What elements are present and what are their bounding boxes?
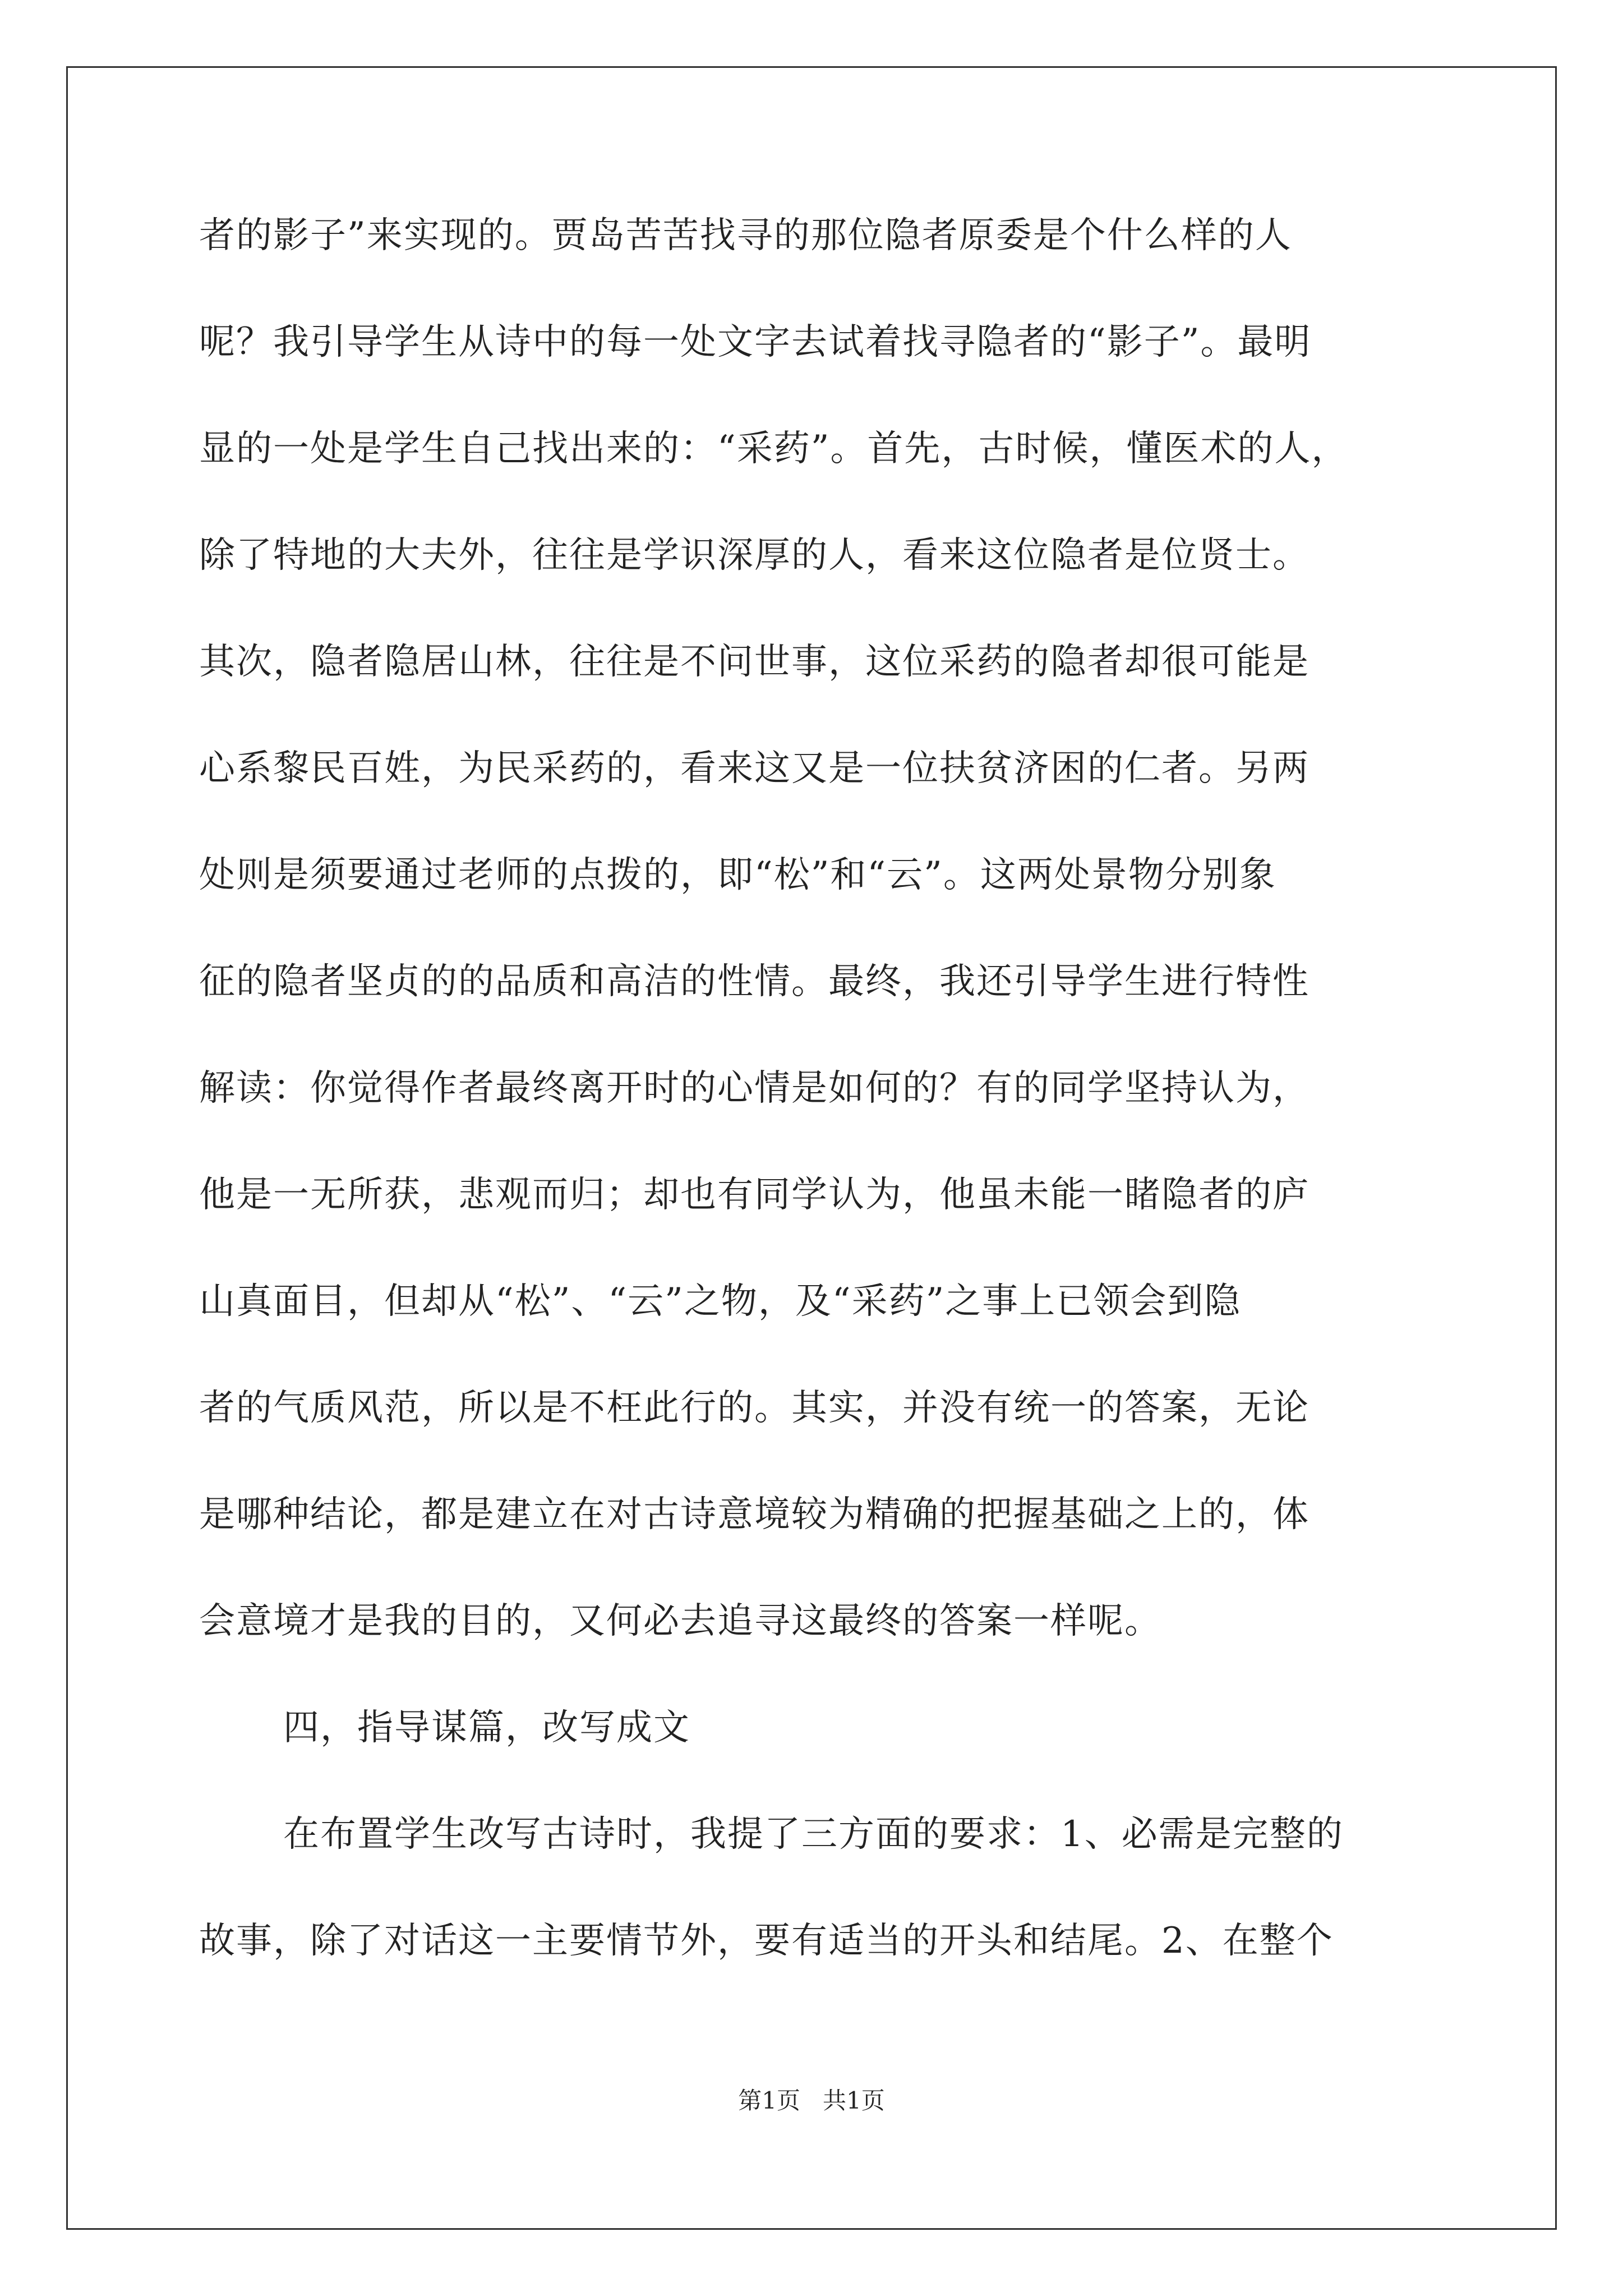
text-line: 除了特地的大夫外，往往是学识深厚的人，看来这位隐者是位贤士。 [199, 535, 1310, 576]
document-body [199, 213, 1433, 2025]
text-line: 处则是须要通过老师的点拨的，即“松”和“云”。这两处景物分别象 [199, 854, 1276, 896]
text-line: 征的隐者坚贞的的品质和高洁的性情。最终，我还引导学生进行特性 [199, 961, 1310, 1002]
text-line: 会意境才是我的目的，又何必去追寻这最终的答案一样呢。 [199, 1600, 1161, 1642]
section-heading: 四，指导谋篇，改写成文 [283, 1707, 690, 1749]
page-footer [0, 2087, 1623, 2115]
text-line: 在布置学生改写古诗时，我提了三方面的要求：1、必需是完整的 [283, 1814, 1344, 1855]
text-line: 显的一处是学生自己找出来的：“采药”。首先，古时候，懂医术的人， [199, 428, 1349, 470]
text-line: 故事，除了对话这一主要情节外，要有适当的开头和结尾。2、在整个 [199, 1920, 1334, 1962]
text-line: 他是一无所获，悲观而归；却也有同学认为，他虽未能一睹隐者的庐 [199, 1174, 1310, 1216]
text-line: 呢？我引导学生从诗中的每一处文字去试着找寻隐者的“影子”。最明 [199, 321, 1312, 363]
text-line: 是哪种结论，都是建立在对古诗意境较为精确的把握基础之上的，体 [199, 1494, 1310, 1535]
text-line: 其次，隐者隐居山林，往往是不问世事，这位采药的隐者却很可能是 [199, 641, 1310, 683]
text-line: 者的影子”来实现的。贾岛苦苦找寻的那位隐者原委是个什么样的人 [199, 215, 1292, 256]
text-line: 解读：你觉得作者最终离开时的心情是如何的？有的同学坚持认为， [199, 1068, 1310, 1109]
text-line: 山真面目，但却从“松”、“云”之物，及“采药”之事上已领会到隐 [199, 1281, 1242, 1322]
page-number: 第1页 [738, 2087, 800, 2114]
text-line: 心系黎民百姓，为民采药的，看来这又是一位扶贫济困的仁者。另两 [199, 748, 1310, 789]
page-total: 共1页 [823, 2087, 885, 2114]
text-line: 者的气质风范，所以是不枉此行的。其实，并没有统一的答案，无论 [199, 1387, 1310, 1429]
